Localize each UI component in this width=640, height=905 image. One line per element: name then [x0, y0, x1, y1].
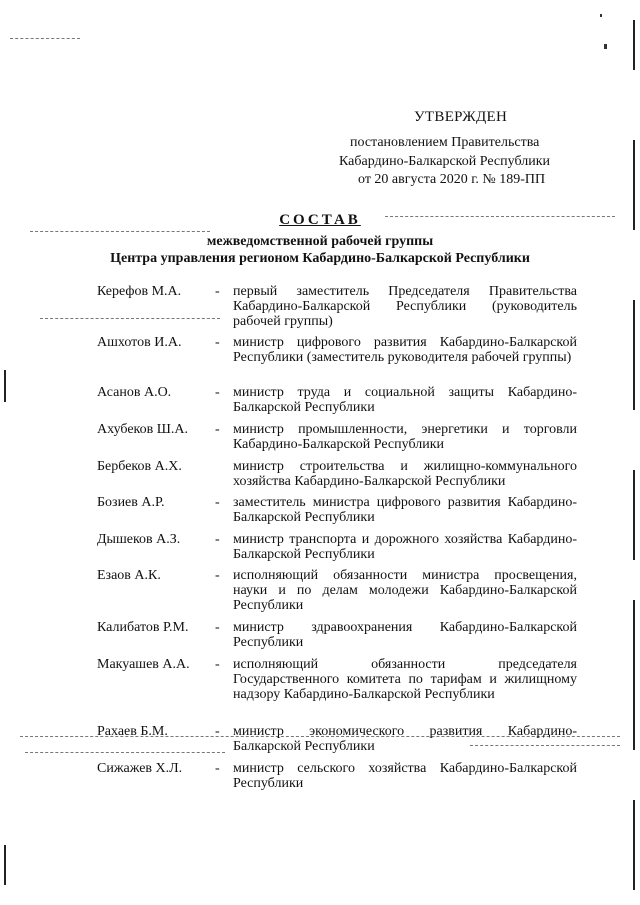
member-name: Макуашев А.А.	[97, 657, 190, 672]
member-role: исполняющий обязанности председателя Государственного комитета по тарифам и жилищному надзору Кабардино-Балкарской Республики	[233, 657, 577, 702]
member-name: Езаов А.К.	[97, 568, 161, 583]
member-name: Дышеков А.З.	[97, 532, 181, 547]
member-name: Бербеков А.Х.	[97, 459, 182, 474]
scan-left-line	[4, 370, 6, 402]
member-dash: -	[215, 495, 220, 510]
scan-edge-line	[633, 20, 635, 70]
member-role: министр цифрового развития Кабардино-Балкарской Республики (заместитель руководителя рабочей группы)	[233, 335, 577, 365]
member-name: Калибатов Р.М.	[97, 620, 189, 635]
member-dash: -	[215, 657, 220, 672]
member-role: министр промышленности, энергетики и торговли Кабардино-Балкарской Республики	[233, 422, 577, 452]
member-role: министр строительства и жилищно-коммунального хозяйства Кабардино-Балкарской Республики	[233, 459, 577, 489]
member-dash: -	[215, 620, 220, 635]
scan-dash-line	[10, 38, 80, 39]
member-role: исполняющий обязанности министра просвещения, науки и по делам молодежи Кабардино-Балкарской Республики	[233, 568, 577, 613]
scan-left-line	[4, 845, 6, 885]
member-role: министр экономического развития Кабардино-Балкарской Республики	[233, 724, 577, 754]
member-role: министр сельского хозяйства Кабардино-Балкарской Республики	[233, 761, 577, 791]
approval-heading: УТВЕРЖДЕН	[414, 109, 508, 125]
member-name: Асанов А.О.	[97, 385, 172, 400]
member-dash: -	[215, 761, 220, 776]
member-role: первый заместитель Председателя Правительства Кабардино-Балкарской Республики (руководитель рабочей группы)	[233, 284, 577, 329]
member-dash: -	[215, 385, 220, 400]
member-name: Бозиев А.Р.	[97, 495, 165, 510]
scan-mark	[604, 44, 607, 49]
member-name: Ашхотов И.А.	[97, 335, 182, 350]
approval-line-1: постановлением Правительства	[350, 135, 540, 150]
member-dash: -	[215, 724, 220, 739]
member-dash: -	[215, 335, 220, 350]
scan-mark	[600, 14, 602, 17]
member-dash: -	[215, 532, 220, 547]
approval-line-3: от 20 августа 2020 г. № 189-ПП	[358, 172, 546, 187]
member-dash: -	[215, 568, 220, 583]
member-role: министр транспорта и дорожного хозяйства Кабардино-Балкарской Республики	[233, 532, 577, 562]
member-name: Рахаев Б.М.	[97, 724, 168, 739]
scan-dash-line	[40, 318, 220, 319]
document-title: СОСТАВ	[279, 212, 361, 228]
member-dash: -	[215, 284, 220, 299]
document-subtitle-2: Центра управления регионом Кабардино-Балкарской Республики	[110, 251, 530, 266]
member-dash: -	[215, 422, 220, 437]
scan-dash-line	[25, 752, 225, 753]
scan-dash-line	[30, 231, 210, 232]
scan-edge-line	[633, 470, 635, 560]
approval-line-2: Кабардино-Балкарской Республики	[339, 154, 550, 169]
member-name: Керефов М.А.	[97, 284, 182, 299]
member-role: министр здравоохранения Кабардино-Балкарской Республики	[233, 620, 577, 650]
member-role: министр труда и социальной защиты Кабардино-Балкарской Республики	[233, 385, 577, 415]
document-subtitle-1: межведомственной рабочей группы	[206, 234, 434, 249]
scan-edge-line	[633, 600, 635, 750]
member-name: Ахубеков Ш.А.	[97, 422, 188, 437]
scan-edge-line	[633, 800, 635, 890]
member-name: Сижажев Х.Л.	[97, 761, 183, 776]
scan-edge-line	[633, 300, 635, 410]
member-role: заместитель министра цифрового развития Кабардино-Балкарской Республики	[233, 495, 577, 525]
